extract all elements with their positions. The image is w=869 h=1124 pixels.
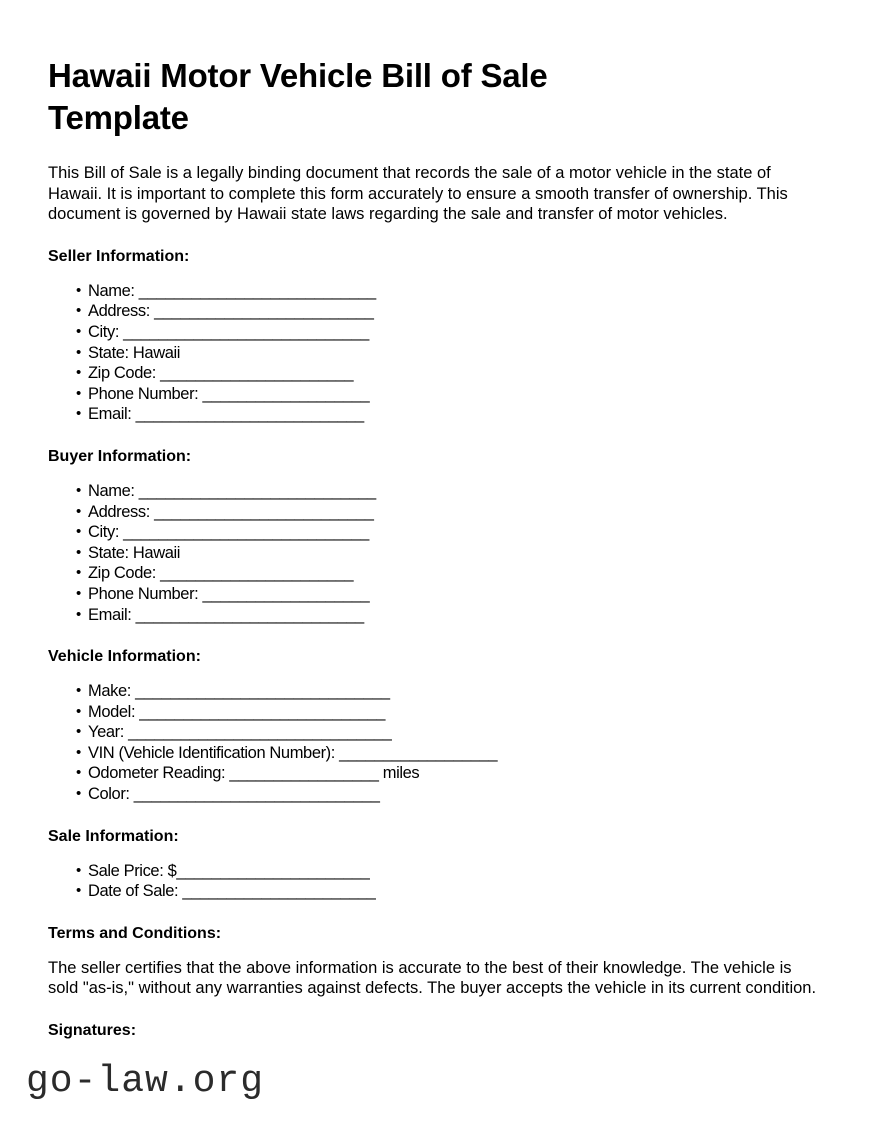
seller-field-state: State: Hawaii bbox=[88, 343, 181, 362]
list-item bbox=[48, 584, 821, 605]
list-item bbox=[48, 605, 821, 626]
buyer-field-city: City: ____________________________ bbox=[88, 523, 369, 542]
buyer-field-state: State: Hawaii bbox=[88, 543, 181, 562]
terms-and-conditions-body: The seller certifies that the above information is accurate to the best of their knowledge. The vehicle is sold "as-is," without any warranties against defects. The buyer accepts the vehicle in its current condition. bbox=[48, 958, 817, 998]
list-item bbox=[48, 322, 821, 343]
vehicle-field-vin: VIN (Vehicle Identification Number): __________________ bbox=[88, 743, 498, 762]
seller-field-phone-number: Phone Number: ___________________ bbox=[88, 384, 370, 403]
list-item bbox=[48, 881, 821, 902]
list-item bbox=[48, 502, 821, 523]
seller-field-list bbox=[48, 281, 821, 425]
signatures-heading: Signatures: bbox=[48, 1022, 137, 1040]
site-watermark: go-law.org bbox=[26, 1060, 265, 1103]
buyer-field-zip-code: Zip Code: ______________________ bbox=[88, 564, 354, 583]
buyer-field-list bbox=[48, 481, 821, 625]
buyer-field-email: Email: __________________________ bbox=[88, 605, 364, 624]
vehicle-field-odometer-reading: Odometer Reading: _________________ miles bbox=[88, 764, 420, 783]
list-item bbox=[48, 722, 821, 743]
vehicle-field-list bbox=[48, 681, 821, 805]
buyer-field-phone-number: Phone Number: ___________________ bbox=[88, 584, 370, 603]
vehicle-field-color: Color: ____________________________ bbox=[88, 785, 380, 804]
buyer-information-heading: Buyer Information: bbox=[48, 447, 192, 465]
seller-field-name: Name: ___________________________ bbox=[88, 281, 376, 300]
buyer-field-address: Address: _________________________ bbox=[88, 502, 374, 521]
list-item bbox=[48, 681, 821, 702]
list-item bbox=[48, 281, 821, 302]
buyer-field-name: Name: ___________________________ bbox=[88, 481, 376, 500]
list-item bbox=[48, 363, 821, 384]
page-title: Hawaii Motor Vehicle Bill of Sale Template bbox=[48, 57, 548, 136]
seller-field-city: City: ____________________________ bbox=[88, 322, 369, 341]
list-item bbox=[48, 563, 821, 584]
list-item bbox=[48, 522, 821, 543]
sale-field-sale-price: Sale Price: $______________________ bbox=[88, 861, 370, 880]
vehicle-field-year: Year: ______________________________ bbox=[88, 723, 392, 742]
seller-field-zip-code: Zip Code: ______________________ bbox=[88, 364, 354, 383]
list-item bbox=[48, 743, 821, 764]
list-item bbox=[48, 301, 821, 322]
terms-and-conditions-heading: Terms and Conditions: bbox=[48, 924, 222, 942]
list-item bbox=[48, 763, 821, 784]
intro-paragraph: This Bill of Sale is a legally binding document that records the sale of a motor vehicle in the state of Hawaii. It is important to complete this form accurately to ensure a smooth transfer of ownership. This document is governed by Hawaii state laws regarding the sale and transfer of motor vehicles. bbox=[48, 164, 788, 224]
seller-field-address: Address: _________________________ bbox=[88, 302, 374, 321]
vehicle-field-make: Make: _____________________________ bbox=[88, 682, 390, 701]
seller-field-email: Email: __________________________ bbox=[88, 405, 364, 424]
vehicle-field-model: Model: ____________________________ bbox=[88, 702, 386, 721]
sale-information-heading: Sale Information: bbox=[48, 827, 179, 845]
list-item bbox=[48, 702, 821, 723]
vehicle-information-heading: Vehicle Information: bbox=[48, 648, 201, 666]
list-item bbox=[48, 543, 821, 564]
list-item bbox=[48, 784, 821, 805]
sale-field-date-of-sale: Date of Sale: ______________________ bbox=[88, 882, 376, 901]
sale-field-list bbox=[48, 861, 821, 902]
list-item bbox=[48, 481, 821, 502]
list-item bbox=[48, 404, 821, 425]
list-item bbox=[48, 861, 821, 882]
list-item bbox=[48, 343, 821, 364]
list-item bbox=[48, 384, 821, 405]
seller-information-heading: Seller Information: bbox=[48, 247, 190, 265]
